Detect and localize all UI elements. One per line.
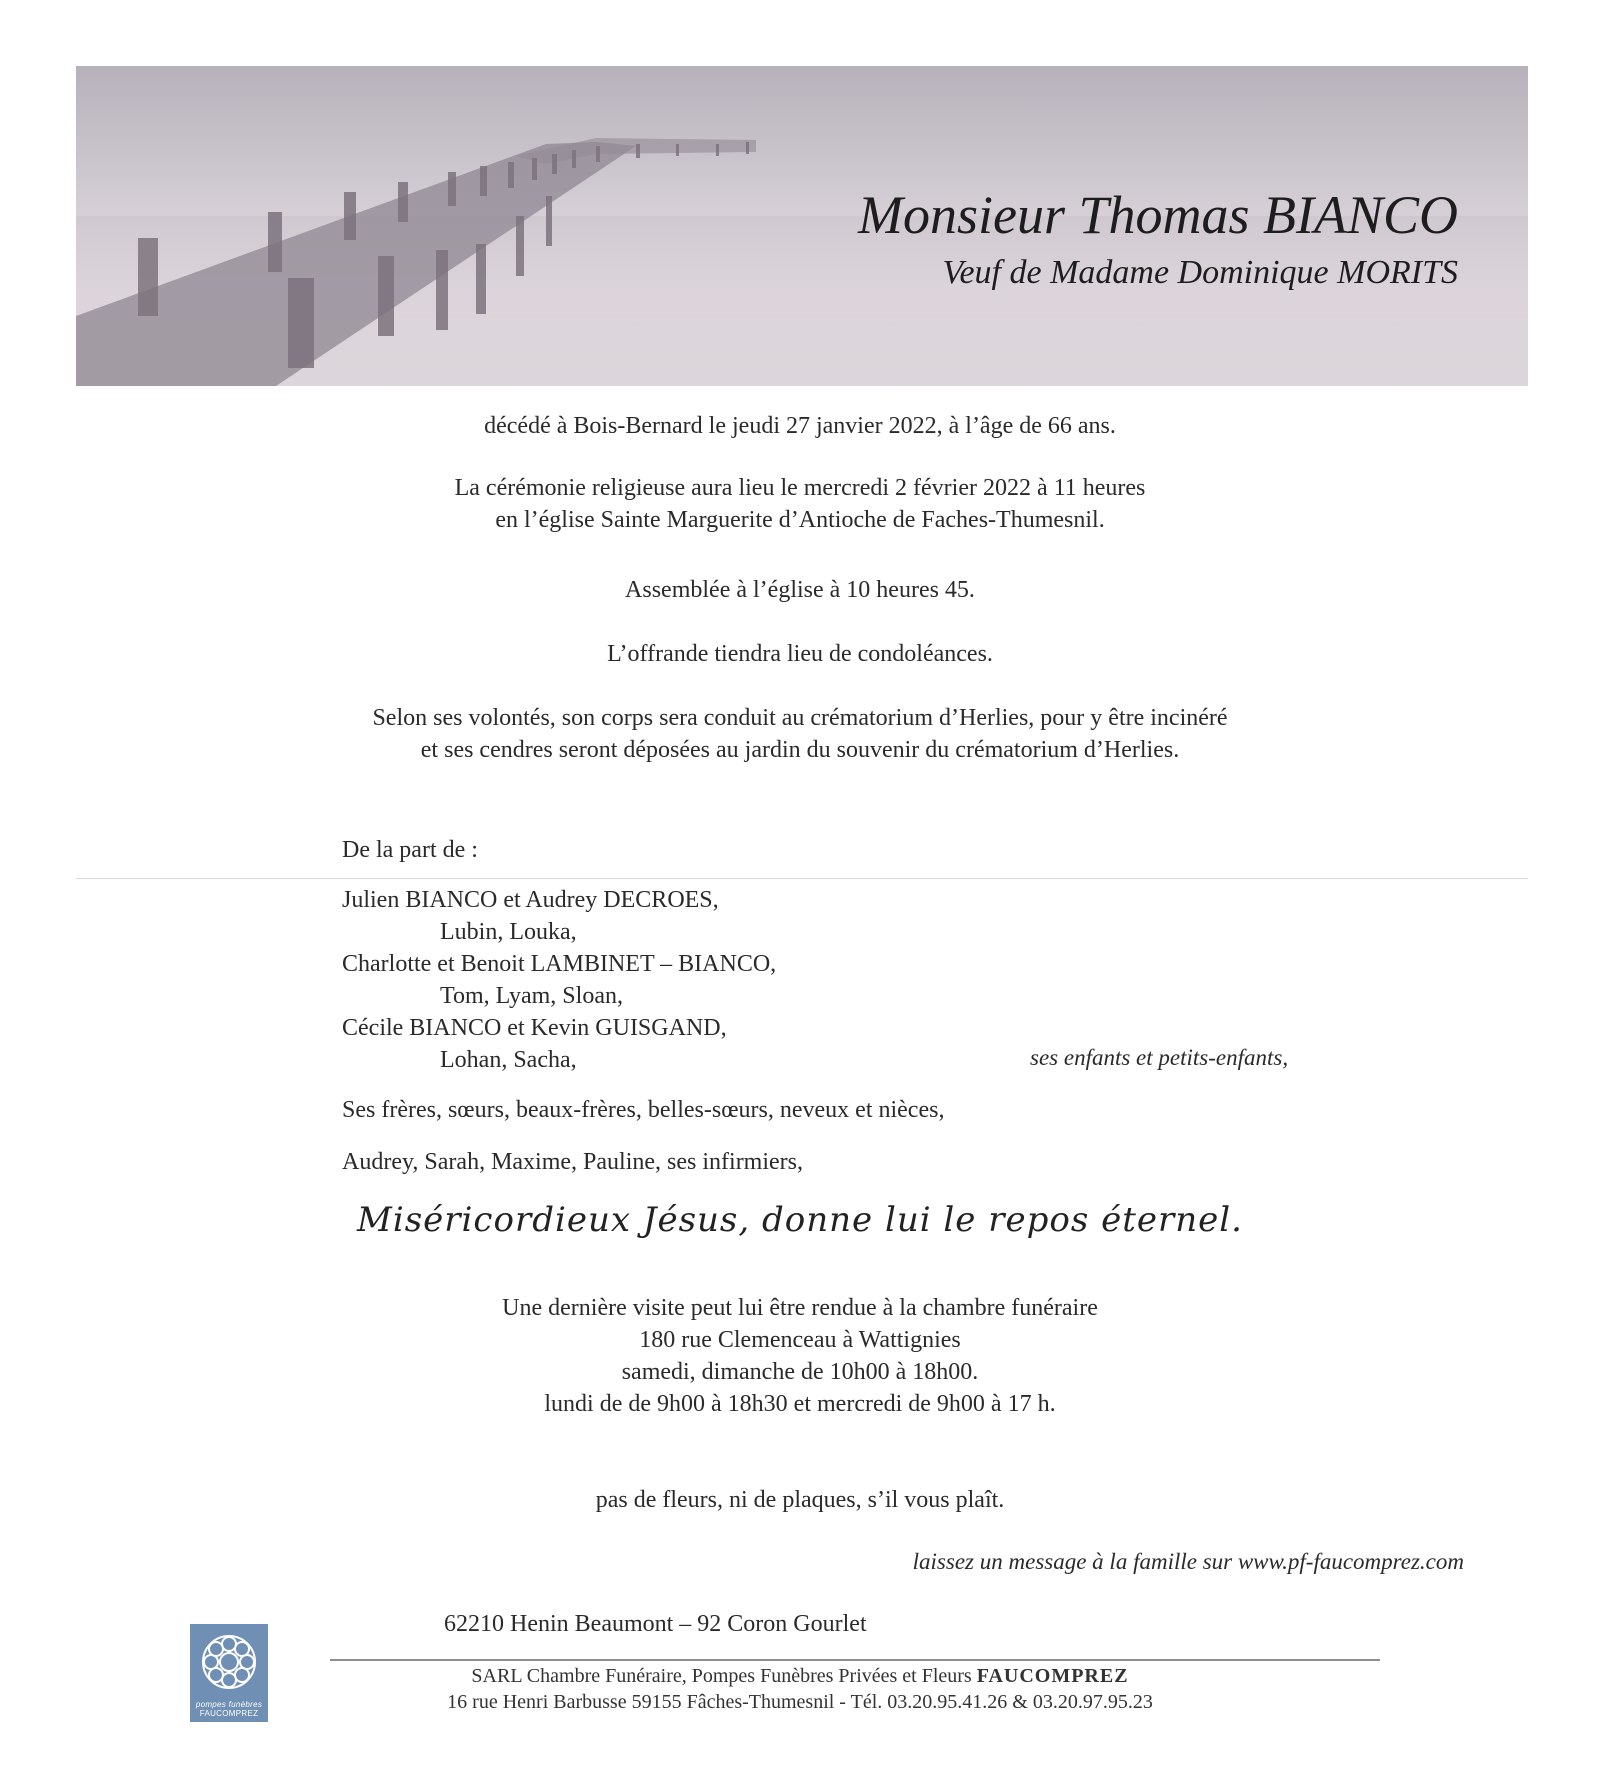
ceremony-line-1: La cérémonie religieuse aura lieu le mercredi 2 février 2022 à 11 heures bbox=[454, 475, 1146, 501]
message-note: laissez un message à la famille sur www.pf-faucomprez.com bbox=[912, 1549, 1464, 1574]
deceased-name: Monsieur Thomas BIANCO bbox=[857, 185, 1458, 245]
contact-line: 16 rue Henri Barbusse 59155 Fâches-Thumesnil - Tél. 03.20.95.41.26 & 03.20.97.95.23 bbox=[447, 1691, 1153, 1713]
ceremony-line-2: en l’église Sainte Marguerite d’Antioche de Faches-Thumesnil. bbox=[495, 507, 1105, 533]
visit-line-4: lundi de de 9h00 à 18h30 et mercredi de 9h00 à 17 h. bbox=[544, 1391, 1056, 1417]
header-banner bbox=[76, 66, 1528, 386]
family-line: Lubin, Louka, bbox=[440, 919, 577, 945]
children-note: ses enfants et petits-enfants, bbox=[1030, 1045, 1289, 1070]
company-name: FAUCOMPREZ bbox=[976, 1665, 1129, 1687]
siblings-line: Ses frères, sœurs, beaux-frères, belles-sœurs, neveux et nièces, bbox=[342, 1097, 945, 1123]
wishes-line-2: et ses cendres seront déposées au jardin du souvenir du crématorium d’Herlies. bbox=[420, 737, 1180, 763]
company-line bbox=[0, 1663, 1600, 1689]
company-prefix: SARL Chambre Funéraire, Pompes Funèbres Privées et Fleurs bbox=[471, 1665, 977, 1687]
footer-divider bbox=[330, 1659, 1380, 1661]
logo-tagline: pompes funèbres bbox=[195, 1700, 263, 1709]
from-intro: De la part de : bbox=[342, 837, 478, 863]
visit-line-2: 180 rue Clemenceau à Wattignies bbox=[639, 1327, 961, 1353]
visit-line-3: samedi, dimanche de 10h00 à 18h00. bbox=[621, 1359, 979, 1385]
no-flowers-notice: pas de fleurs, ni de plaques, s’il vous plaît. bbox=[595, 1487, 1005, 1513]
family-line: Cécile BIANCO et Kevin GUISGAND, bbox=[342, 1015, 727, 1041]
family-line: Lohan, Sacha, bbox=[440, 1047, 577, 1073]
prayer-line: Miséricordieux Jésus, donne lui le repos éternel. bbox=[357, 1200, 1243, 1240]
widow-of-line: Veuf de Madame Dominique MORITS bbox=[942, 254, 1458, 291]
logo-name: FAUCOMPREZ bbox=[199, 1709, 259, 1718]
offering-notice: L’offrande tiendra lieu de condoléances. bbox=[607, 641, 993, 667]
family-line: Tom, Lyam, Sloan, bbox=[440, 983, 623, 1009]
assembly-notice: Assemblée à l’église à 10 heures 45. bbox=[625, 577, 975, 603]
family-line: Charlotte et Benoit LAMBINET – BIANCO, bbox=[342, 951, 777, 977]
fold-divider bbox=[76, 878, 1528, 879]
death-notice: décédé à Bois-Bernard le jeudi 27 janvier 2022, à l’âge de 66 ans. bbox=[484, 413, 1116, 439]
visit-line-1: Une dernière visite peut lui être rendue à la chambre funéraire bbox=[502, 1295, 1098, 1321]
family-line: Julien BIANCO et Audrey DECROES, bbox=[342, 887, 719, 913]
address-line: 62210 Henin Beaumont – 92 Coron Gourlet bbox=[444, 1611, 867, 1637]
wishes-line-1: Selon ses volontés, son corps sera conduit au crématorium d’Herlies, pour y être incinéré bbox=[372, 705, 1228, 731]
nurses-line: Audrey, Sarah, Maxime, Pauline, ses infirmiers, bbox=[342, 1149, 804, 1175]
